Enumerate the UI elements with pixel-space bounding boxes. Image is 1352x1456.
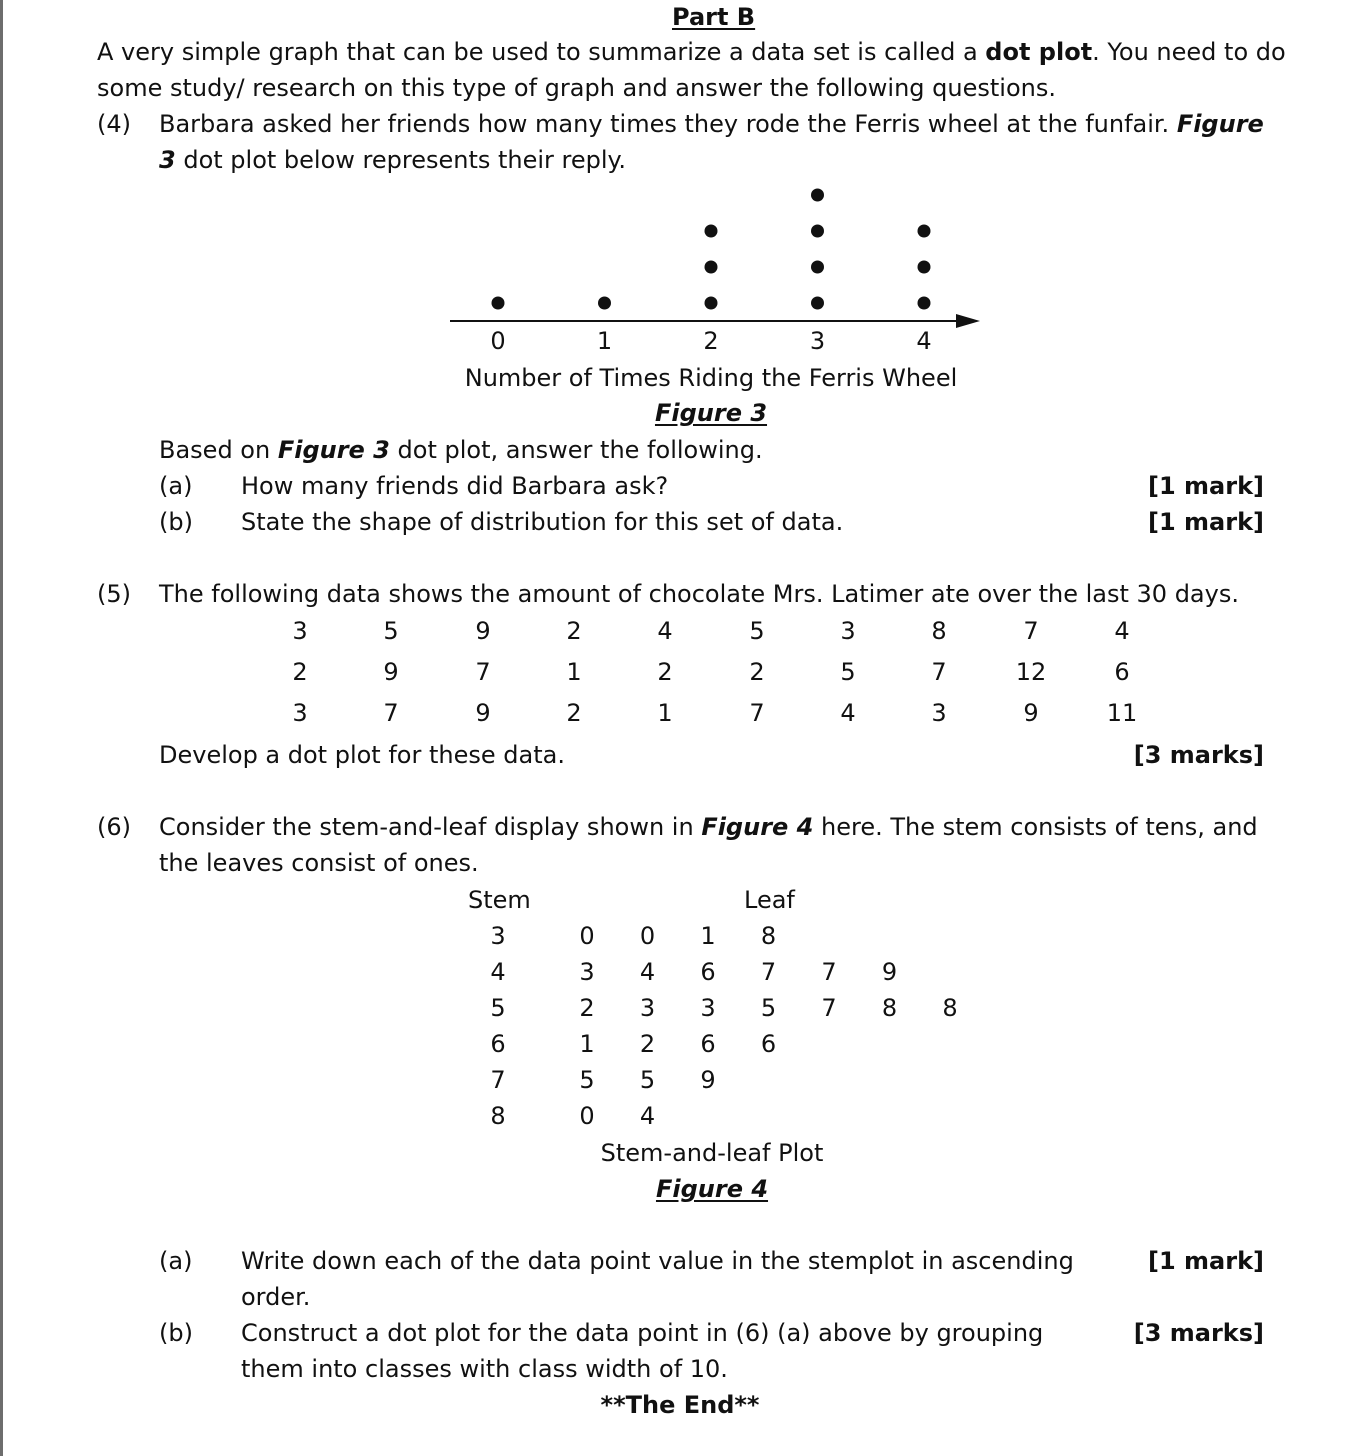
dot-plot-tick-label: 1 [596,327,613,350]
q4-line-1 [159,112,1264,136]
q4-text-a: Barbara asked her friends how many times they rode the Ferris wheel at the funfair. [159,110,1177,138]
leaf-value: 7 [821,994,837,1022]
data-value-cell: 4 [657,617,673,645]
data-value-cell: 9 [475,617,491,645]
data-value-cell: 5 [383,617,399,645]
leaf-value: 4 [639,958,656,986]
data-value-cell: 3 [840,617,856,645]
dot-plot-dot [705,297,718,310]
q6-part-b-label: (b) [159,1319,193,1347]
q4-part-b-text: State the shape of distribution for this set of data. [241,508,844,536]
q6-number: (6) [97,813,131,841]
q4-based-on [159,438,763,462]
q6-part-a-label: (a) [159,1247,193,1275]
stem-value: 4 [490,958,506,986]
leaf-value: 2 [639,1030,656,1058]
data-value-cell: 9 [475,699,491,727]
leaf-value: 3 [700,994,716,1022]
part-heading: Part B [672,3,756,31]
data-value-cell: 3 [292,617,308,645]
leaf-value: 8 [942,994,958,1022]
dot-plot-tick-label: 2 [703,327,719,350]
leaf-value: 6 [760,1030,777,1058]
q5-text: The following data shows the amount of chocolate Mrs. Latimer ate over the last 30 days. [159,580,1239,608]
dot-plot-dot [492,297,505,310]
leaf-value: 9 [700,1066,716,1094]
dot-plot-dot [705,225,718,238]
q6-part-a-marks: [1 mark] [1148,1247,1264,1275]
leaf-value: 5 [639,1066,656,1094]
q6-text-a: Consider the stem-and-leaf display shown in [159,813,702,841]
data-value-cell: 7 [383,699,399,727]
q4-part-b-marks: [1 mark] [1148,508,1264,536]
data-value-cell: 7 [749,699,765,727]
data-value-cell: 7 [931,658,947,686]
dot-plot-tick-label: 3 [809,327,826,350]
stem-header: Stem [468,886,531,914]
dot-plot-dot [598,297,611,310]
q5-marks: [3 marks] [1133,741,1264,769]
q6-part-b-line-2: them into classes with class width of 10. [241,1355,728,1383]
data-value-cell: 4 [1114,617,1130,645]
q6-line-1 [159,815,1258,839]
leaf-value: 8 [760,922,777,950]
q4-number: (4) [97,110,131,138]
data-value-cell: 3 [292,699,308,727]
q4-figure-word: Figure [1176,110,1264,138]
q6-part-a-line-1: Write down each of the data point value in the stemplot in ascending [241,1247,1074,1275]
data-value-cell: 3 [931,699,947,727]
dot-plot-dot [811,261,824,274]
figure-3-caption: Figure 3 [654,399,768,427]
leaf-value: 1 [579,1030,595,1058]
stem-leaf-plot-label: Stem-and-leaf Plot [600,1139,824,1167]
data-value-cell: 8 [931,617,947,645]
leaf-value: 6 [700,1030,716,1058]
q4-line-2 [159,148,626,172]
intro-line-2: some study/ research on this type of graph and answer the following questions. [97,74,1056,102]
q5-task: Develop a dot plot for these data. [159,741,565,769]
q6-part-b-line-1: Construct a dot plot for the data point in (6) (a) above by grouping [241,1319,1044,1347]
q4-part-a-label: (a) [159,472,193,500]
q6-figure-ref: Figure 4 [701,813,814,841]
q4-based-text-a: Based on [159,436,278,464]
data-value-cell: 11 [1106,699,1138,727]
data-value-cell: 6 [1114,658,1130,686]
leaf-value: 8 [881,994,898,1022]
leaf-value: 5 [760,994,777,1022]
dot-plot-dot [811,225,824,238]
data-value-cell: 5 [749,617,765,645]
intro-term-dot-plot: dot plot [985,38,1093,66]
dot-plot-tick-label: 4 [916,327,932,350]
data-value-cell: 2 [566,617,582,645]
leaf-value: 7 [760,958,777,986]
intro-text-c: . You need to do [1092,38,1286,66]
q4-part-a-text: How many friends did Barbara ask? [241,472,669,500]
leaf-value: 3 [579,958,595,986]
q6-part-b-marks: [3 marks] [1133,1319,1264,1347]
dot-plot-dot [705,261,718,274]
q6-text-c: here. The stem consists of tens, and [813,813,1258,841]
leaf-value: 0 [639,922,656,950]
data-value-cell: 12 [1015,658,1047,686]
q4-text-b: dot plot below represents their reply. [175,146,626,174]
dot-plot-dot [811,189,824,202]
dot-plot-dot [811,297,824,310]
dot-plot-tick-label: 0 [490,327,506,350]
dot-plot-x-label: Number of Times Riding the Ferris Wheel [464,364,958,392]
leaf-value: 3 [639,994,656,1022]
leaf-value: 0 [579,922,595,950]
data-value-cell: 5 [840,658,856,686]
leaf-value: 0 [579,1102,595,1130]
intro-text-a: A very simple graph that can be used to summarize a data set is called a [97,38,986,66]
data-value-cell: 4 [840,699,856,727]
q4-based-figure: Figure 3 [277,436,390,464]
q4-based-text-c: dot plot, answer the following. [389,436,763,464]
q4-part-b-label: (b) [159,508,193,536]
data-value-cell: 2 [292,658,308,686]
dot-plot-dot [918,261,931,274]
leaf-header: Leaf [744,886,795,914]
leaf-value: 2 [579,994,595,1022]
data-value-cell: 2 [749,658,765,686]
data-value-cell: 9 [383,658,399,686]
ferris-wheel-dot-plot [440,180,1000,350]
stem-value: 7 [490,1066,506,1094]
stem-value: 5 [490,994,506,1022]
data-value-cell: 7 [475,658,491,686]
page-border [0,0,3,1456]
leaf-value: 1 [700,922,716,950]
leaf-value: 6 [700,958,716,986]
q4-figure-number: 3 [159,146,176,174]
q5-number: (5) [97,580,131,608]
data-value-cell: 2 [657,658,673,686]
leaf-value: 4 [639,1102,656,1130]
q4-part-a-marks: [1 mark] [1148,472,1264,500]
the-end: **The End** [600,1391,760,1419]
stem-value: 8 [490,1102,506,1130]
leaf-value: 9 [881,958,898,986]
leaf-value: 7 [821,958,837,986]
figure-4-caption: Figure 4 [655,1175,769,1203]
data-value-cell: 7 [1023,617,1039,645]
dot-plot-dot [918,297,931,310]
data-value-cell: 2 [566,699,582,727]
leaf-value: 5 [579,1066,595,1094]
stem-value: 6 [490,1030,506,1058]
q6-line-2: the leaves consist of ones. [159,849,479,877]
dot-plot-dot [918,225,931,238]
data-value-cell: 9 [1023,699,1039,727]
stem-value: 3 [490,922,506,950]
intro-line-1 [97,40,1286,64]
data-value-cell: 1 [566,658,582,686]
dot-plot-axis-arrow [956,314,980,328]
data-value-cell: 1 [657,699,673,727]
q6-part-a-line-2: order. [241,1283,311,1311]
